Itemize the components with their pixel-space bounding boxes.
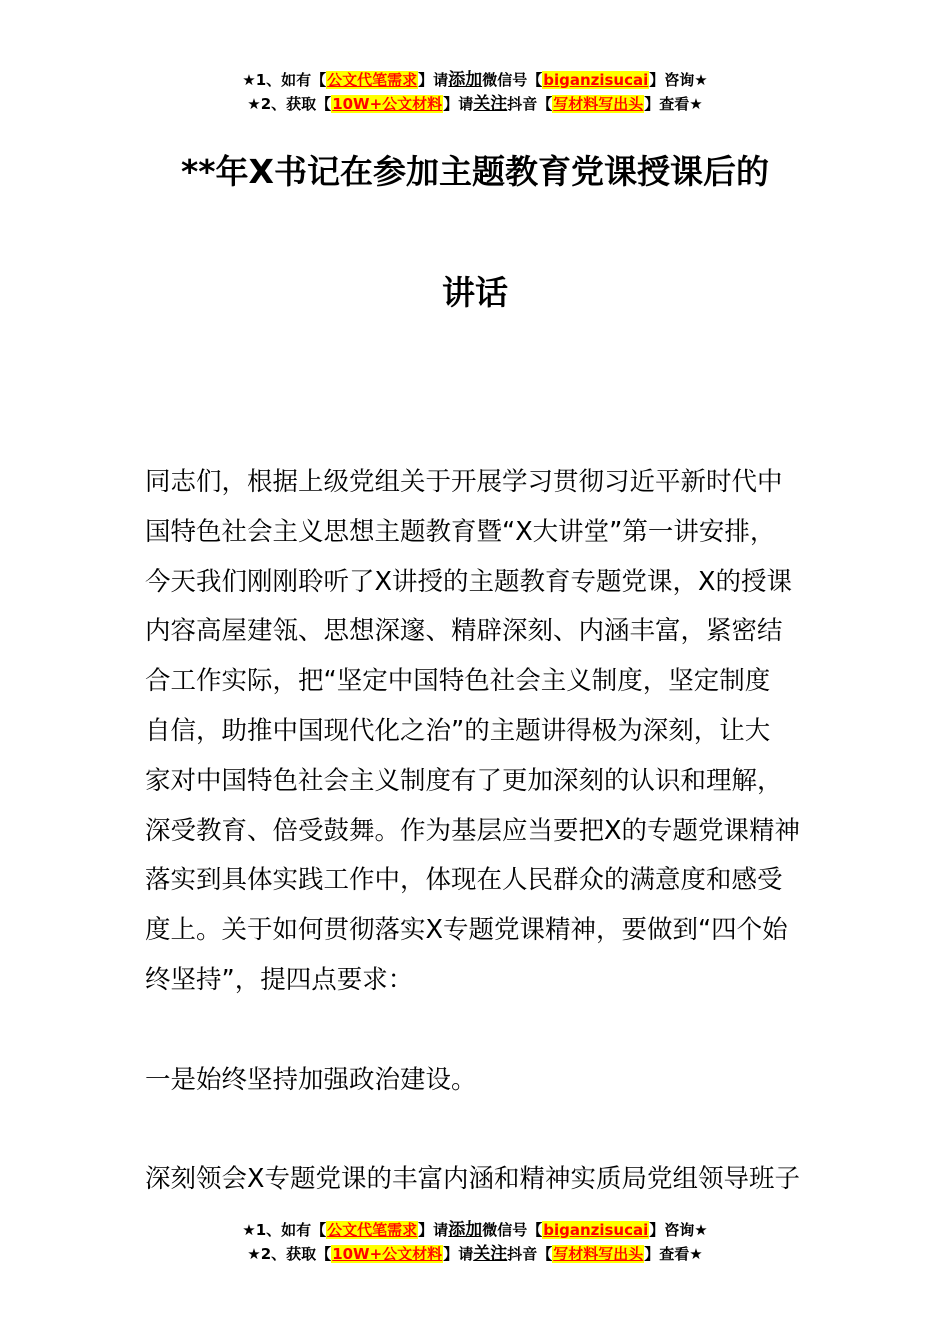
paragraph-line: 内容高屋建瓴、思想深邃、精辟深刻、内涵丰富，紧密结 (145, 616, 783, 647)
banner-line-1 (0, 1218, 950, 1242)
paragraph-line: 家对中国特色社会主义制度有了更加深刻的认识和理解， (145, 765, 783, 796)
section-heading-text: 一是始终坚持加强政治建设。 (145, 1065, 477, 1095)
paragraph-line: 度上。关于如何贯彻落实X专题党课精神，要做到“四个始 (145, 915, 788, 946)
banner-emphasis: 关注 (473, 1244, 508, 1264)
banner-highlight-douyin-id: 写材料写出头 (553, 1245, 644, 1263)
banner-highlight-service: 公文代笔需求 (327, 71, 418, 89)
paragraph-line: 落实到具体实践工作中，体现在人民群众的满意度和感受 (145, 865, 783, 896)
banner-highlight-service: 公文代笔需求 (327, 1221, 418, 1239)
banner-text: 微信号【 (482, 71, 543, 89)
paragraph-line: 终坚持”，提四点要求： (145, 964, 414, 995)
banner-emphasis: 关注 (473, 94, 508, 114)
banner-emphasis: 添加 (448, 1220, 483, 1240)
paragraph-line: 合工作实际，把“坚定中国特色社会主义制度，坚定制度 (145, 666, 771, 697)
footer-banner (0, 1218, 950, 1266)
paragraph-line: 国特色社会主义思想主题教育暨“X大讲堂”第一讲安排， (145, 516, 776, 547)
section-heading-1 (145, 1056, 810, 1106)
banner-text: 】咨询★ (649, 1221, 708, 1239)
banner-line-2 (0, 1242, 950, 1266)
banner-text: 抖音【 (507, 95, 553, 113)
banner-text: 】请 (443, 1245, 474, 1263)
banner-text: ★2、获取【 (247, 1245, 332, 1263)
banner-text: 抖音【 (507, 1245, 553, 1263)
body-paragraph-2 (145, 1155, 810, 1205)
banner-text: ★2、获取【 (247, 95, 332, 113)
header-banner (0, 68, 950, 116)
banner-text: ★1、如有【 (242, 71, 327, 89)
banner-text: 】查看★ (644, 95, 703, 113)
paragraph-line: 今天我们刚刚聆听了X讲授的主题教育专题党课，X的授课 (145, 566, 792, 597)
page-title-line-1: **年X书记在参加主题教育党课授课后的 (181, 152, 769, 191)
paragraph-line: 同志们，根据上级党组关于开展学习贯彻习近平新时代中 (145, 467, 783, 497)
banner-emphasis: 添加 (448, 70, 483, 90)
paragraph-line: 自信，助推中国现代化之治”的主题讲得极为深刻，让大 (145, 715, 771, 746)
banner-highlight-wechat-id: biganzisucai (543, 71, 649, 89)
banner-line-2 (0, 92, 950, 116)
page-title-line-2: 讲话 (442, 273, 508, 312)
banner-text: 】请 (418, 1221, 449, 1239)
banner-text: 】请 (443, 95, 474, 113)
banner-text: 微信号【 (482, 1221, 543, 1239)
banner-text: 】咨询★ (649, 71, 708, 89)
banner-text: 】查看★ (644, 1245, 703, 1263)
body-paragraph-1 (145, 458, 810, 1006)
banner-highlight-materials: 10W+公文材料 (332, 1245, 443, 1263)
banner-highlight-materials: 10W+公文材料 (332, 95, 443, 113)
banner-line-1 (0, 68, 950, 92)
banner-text: ★1、如有【 (242, 1221, 327, 1239)
banner-highlight-wechat-id: biganzisucai (543, 1221, 649, 1239)
banner-text: 】请 (418, 71, 449, 89)
paragraph-line: 深刻领会X专题党课的丰富内涵和精神实质局党组领导班子 (145, 1164, 800, 1194)
banner-highlight-douyin-id: 写材料写出头 (553, 95, 644, 113)
paragraph-line: 深受教育、倍受鼓舞。作为基层应当要把X的专题党课精神 (145, 815, 800, 846)
